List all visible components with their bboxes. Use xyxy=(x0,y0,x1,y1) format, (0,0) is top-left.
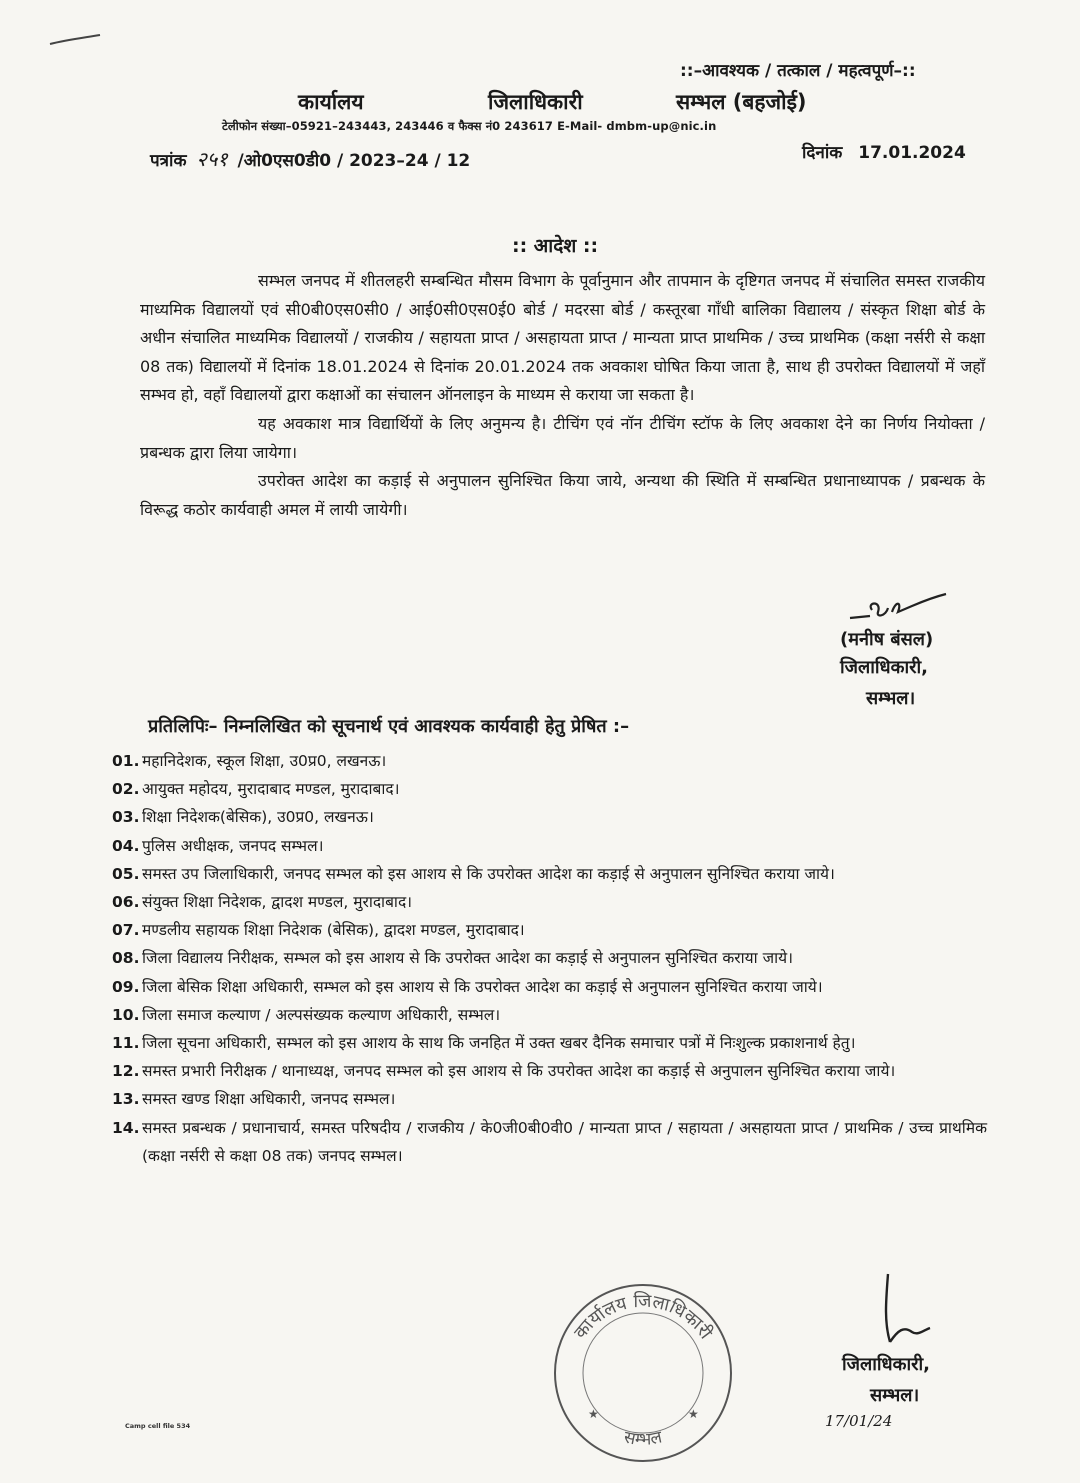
camp-cell-note: Camp cell file 534 xyxy=(125,1422,191,1430)
office-place: सम्भल (बहजोई) xyxy=(676,90,807,114)
item-number: 07. xyxy=(112,921,140,940)
second-signatory-place: सम्भल। xyxy=(870,1385,920,1406)
order-body xyxy=(140,267,985,524)
list-item xyxy=(112,747,987,775)
list-item xyxy=(112,775,987,803)
item-number: 02. xyxy=(112,780,140,799)
date-value: 17.01.2024 xyxy=(858,143,966,163)
item-number: 09. xyxy=(112,977,140,996)
list-item xyxy=(112,1085,987,1113)
item-text: जिला समाज कल्याण / अल्पसंख्यक कल्याण अधिकारी, सम्भल। xyxy=(142,1005,501,1024)
order-paragraph: उपरोक्त आदेश का कड़ाई से अनुपालन सुनिश्चित किया जाये, अन्यथा की स्थिति में सम्बन्धित प्रधानाध्यापक / प्रबन्धक के विरूद्ध कठोर कार्यवाही अमल में लायी जायेगी। xyxy=(140,471,985,519)
item-number: 10. xyxy=(112,1005,140,1024)
item-text: जिला विद्यालय निरीक्षक, सम्भल को इस आशय से कि उपरोक्त आदेश का कड़ाई से अनुपालन सुनिश्चित कराया जाये। xyxy=(142,949,793,968)
signatory-place: सम्भल। xyxy=(866,688,916,709)
seal-top-text: कार्यालय जिलाधिकारी xyxy=(570,1290,717,1344)
item-number: 12. xyxy=(112,1062,140,1081)
list-item xyxy=(112,1114,987,1170)
item-text: समस्त प्रभारी निरीक्षक / थानाध्यक्ष, जनपद सम्भल को इस आशय से कि उपरोक्त आदेश का कड़ाई से अनुपालन सुनिश्चित कराया जाये। xyxy=(142,1062,896,1081)
item-number: 05. xyxy=(112,864,140,883)
svg-text:★: ★ xyxy=(588,1407,599,1421)
item-text: समस्त खण्ड शिक्षा अधिकारी, जनपद सम्भल। xyxy=(142,1090,396,1109)
office-word: कार्यालय xyxy=(298,90,364,114)
item-text: समस्त उप जिलाधिकारी, जनपद सम्भल को इस आशय से कि उपरोक्त आदेश का कड़ाई से अनुपालन सुनिश्चित कराया जाये। xyxy=(142,864,835,883)
date-label: दिनांक xyxy=(802,143,843,163)
ref-code: /ओ0एस0डी0 / 2023–24 / 12 xyxy=(237,151,471,171)
list-item xyxy=(112,888,987,916)
reference-number xyxy=(150,145,470,172)
priority-line: ::–आवश्यक / तत्काल / महत्वपूर्ण–:: xyxy=(680,61,916,81)
item-text: पुलिस अधीक्षक, जनपद सम्भल। xyxy=(142,836,324,855)
item-number: 03. xyxy=(112,808,140,827)
order-title: :: आदेश :: xyxy=(512,235,599,257)
item-text: जिला बेसिक शिक्षा अधिकारी, सम्भल को इस आशय से कि उपरोक्त आदेश का कड़ाई से अनुपालन सुनिश्चित कराया जाये। xyxy=(142,977,823,996)
svg-text:★: ★ xyxy=(688,1407,699,1421)
svg-text:कार्यालय जिलाधिकारी xyxy=(570,1290,717,1343)
item-text: जिला सूचना अधिकारी, सम्भल को इस आशय के साथ कि जनहित में उक्त खबर दैनिक समाचार पत्रों में निःशुल्क प्रकाशनार्थ हेतु। xyxy=(142,1034,856,1053)
seal-bottom-text: सम्भल xyxy=(622,1427,664,1450)
list-item xyxy=(112,973,987,1001)
item-number: 13. xyxy=(112,1090,140,1109)
signatory-title: जिलाधिकारी, xyxy=(840,657,928,678)
item-text: शिक्षा निदेशक(बेसिक), उ0प्र0, लखनऊ। xyxy=(142,808,374,827)
list-item xyxy=(112,916,987,944)
signatory-name: (मनीष बंसल) xyxy=(840,629,934,650)
copy-heading: प्रतिलिपिः– निम्नलिखित को सूचनार्थ एवं आवश्यक कार्यवाही हेतु प्रेषित :– xyxy=(148,716,630,737)
order-paragraph: सम्भल जनपद में शीतलहरी सम्बन्धित मौसम विभाग के पूर्वानुमान और तापमान के दृष्टिगत जनपद में संचालित समस्त राजकीय माध्यमिक विद्यालयों एवं सी0बी0एस0सी0 / आई0सी0एस0ई0 बोर्ड / मदरसा बोर्ड / कस्तूरबा गाँधी बालिका विद्यालय / संस्कृत शिक्षा बोर्ड के अधीन संचालित माध्यमिक विद्यालयों / राजकीय / सहायता प्राप्त / असहायता प्राप्त / मान्यता प्राप्त प्राथमिक / उच्च प्राथमिक (कक्षा नर्सरी से कक्षा 08 तक) विद्यालयों में दिनांक 18.01.2024 से दिनांक 20.01.2024 तक अवकाश घोषित किया जाता है, साथ ही उपरोक्त विद्यालयों में जहाँ सम्भव हो, वहाँ विद्यालयों द्वारा कक्षाओं का संचालन ऑनलाइन के माध्यम से कराया जा सकता है। xyxy=(140,271,985,405)
item-text: समस्त प्रबन्धक / प्रधानाचार्य, समस्त परिषदीय / राजकीय / के0जी0बी0वी0 / मान्यता प्राप्त / सहायता / असहायता प्राप्त / प्राथमिक / उच्च प्राथमिक (कक्षा नर्सरी से कक्षा 08 तक) जनपद सम्भल। xyxy=(142,1118,987,1165)
item-number: 11. xyxy=(112,1034,140,1053)
letter-date xyxy=(802,140,966,163)
item-number: 06. xyxy=(112,893,140,912)
ref-handwritten-number: २५१ xyxy=(196,147,228,171)
office-title: जिलाधिकारी xyxy=(488,90,583,114)
second-signatory-title: जिलाधिकारी, xyxy=(842,1354,930,1375)
list-item xyxy=(112,803,987,831)
handwritten-date: 17/01/24 xyxy=(825,1412,893,1430)
signature-scribble xyxy=(842,588,952,628)
list-item xyxy=(112,1057,987,1085)
svg-text:सम्भल xyxy=(622,1427,664,1450)
item-text: महानिदेशक, स्कूल शिक्षा, उ0प्र0, लखनऊ। xyxy=(142,752,387,770)
item-number: 04. xyxy=(112,836,140,855)
list-item xyxy=(112,860,987,888)
list-item xyxy=(112,1001,987,1029)
item-number: 14. xyxy=(112,1118,140,1137)
order-paragraph: यह अवकाश मात्र विद्यार्थियों के लिए अनुमन्य है। टीचिंग एवं नॉन टीचिंग स्टॉफ के लिए अवकाश देने का निर्णय नियोक्ता / प्रबन्धक द्वारा लिया जायेगा। xyxy=(140,413,985,462)
list-item xyxy=(112,944,987,972)
item-text: संयुक्त शिक्षा निदेशक, द्वादश मण्डल, मुरादाबाद। xyxy=(142,893,413,912)
second-signature-scribble xyxy=(868,1270,948,1352)
item-number: 08. xyxy=(112,949,140,968)
item-number: 01. xyxy=(112,752,140,770)
item-text: आयुक्त महोदय, मुरादाबाद मण्डल, मुरादाबाद। xyxy=(142,780,400,799)
item-text: मण्डलीय सहायक शिक्षा निदेशक (बेसिक), द्वादश मण्डल, मुरादाबाद। xyxy=(142,921,525,940)
list-item xyxy=(112,832,987,860)
office-seal xyxy=(548,1278,738,1468)
contact-line: टेलीफोन संख्या–05921–243443, 243446 व फैक्स नं0 243617 E-Mail- dmbm-up@nic.in xyxy=(222,119,717,133)
copy-list xyxy=(112,747,987,1170)
list-item xyxy=(112,1029,987,1057)
ref-label: पत्रांक xyxy=(150,151,187,171)
pen-mark xyxy=(48,30,108,50)
